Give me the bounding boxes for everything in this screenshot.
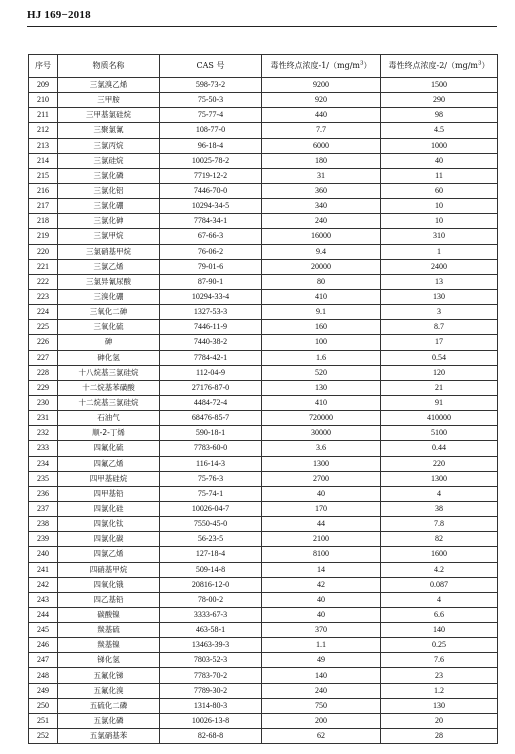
cell-index: 246 bbox=[29, 638, 58, 653]
cell-endpoint-2: 0.087 bbox=[381, 577, 498, 592]
cell-endpoint-1: 8100 bbox=[262, 547, 381, 562]
cell-substance-name: 五硫化二磷 bbox=[58, 698, 160, 713]
cell-index: 210 bbox=[29, 93, 58, 108]
cell-cas-number: 116-14-3 bbox=[160, 456, 262, 471]
cell-endpoint-2: 40 bbox=[381, 153, 498, 168]
cell-cas-number: 7789-30-2 bbox=[160, 683, 262, 698]
cell-endpoint-2: 7.6 bbox=[381, 653, 498, 668]
cell-endpoint-1: 31 bbox=[262, 168, 381, 183]
table-row bbox=[29, 274, 498, 289]
cell-index: 251 bbox=[29, 713, 58, 728]
cell-endpoint-1: 240 bbox=[262, 683, 381, 698]
cell-index: 231 bbox=[29, 411, 58, 426]
header-rule bbox=[27, 26, 497, 27]
cell-index: 220 bbox=[29, 244, 58, 259]
cell-substance-name: 三氯化铝 bbox=[58, 183, 160, 198]
cell-cas-number: 463-58-1 bbox=[160, 623, 262, 638]
cell-substance-name: 锑化氢 bbox=[58, 653, 160, 668]
cell-index: 212 bbox=[29, 123, 58, 138]
cell-index: 221 bbox=[29, 259, 58, 274]
cell-endpoint-1: 170 bbox=[262, 501, 381, 516]
cell-substance-name: 顺-2-丁烯 bbox=[58, 426, 160, 441]
cell-substance-name: 羰基镍 bbox=[58, 638, 160, 653]
cell-endpoint-1: 720000 bbox=[262, 411, 381, 426]
cell-index: 248 bbox=[29, 668, 58, 683]
cell-endpoint-1: 1.6 bbox=[262, 350, 381, 365]
cell-index: 215 bbox=[29, 168, 58, 183]
cell-endpoint-2: 130 bbox=[381, 289, 498, 304]
cell-cas-number: 7446-70-0 bbox=[160, 183, 262, 198]
cell-substance-name: 四硝基甲烷 bbox=[58, 562, 160, 577]
cell-substance-name: 四氯化硅 bbox=[58, 501, 160, 516]
col-header-substance: 物质名称 bbox=[58, 55, 160, 78]
table-row bbox=[29, 335, 498, 350]
cell-endpoint-2: 17 bbox=[381, 335, 498, 350]
cell-endpoint-2: 21 bbox=[381, 380, 498, 395]
cell-cas-number: 10294-34-5 bbox=[160, 199, 262, 214]
table-row bbox=[29, 532, 498, 547]
cell-index: 235 bbox=[29, 471, 58, 486]
cell-endpoint-2: 91 bbox=[381, 395, 498, 410]
cell-cas-number: 3333-67-3 bbox=[160, 607, 262, 622]
cell-cas-number: 20816-12-0 bbox=[160, 577, 262, 592]
cell-cas-number: 7719-12-2 bbox=[160, 168, 262, 183]
cell-cas-number: 75-76-3 bbox=[160, 471, 262, 486]
cell-endpoint-1: 2700 bbox=[262, 471, 381, 486]
table-row bbox=[29, 501, 498, 516]
cell-substance-name: 四甲基硅烷 bbox=[58, 471, 160, 486]
cell-index: 222 bbox=[29, 274, 58, 289]
cell-endpoint-2: 98 bbox=[381, 108, 498, 123]
cell-substance-name: 三氯异氰尿酸 bbox=[58, 274, 160, 289]
table-row bbox=[29, 168, 498, 183]
cell-endpoint-1: 240 bbox=[262, 214, 381, 229]
table-header bbox=[29, 55, 498, 78]
document-id: HJ 169−2018 bbox=[27, 9, 91, 21]
cell-endpoint-2: 8.7 bbox=[381, 320, 498, 335]
cell-index: 245 bbox=[29, 623, 58, 638]
table-row bbox=[29, 350, 498, 365]
cell-substance-name: 四氧化锇 bbox=[58, 577, 160, 592]
cell-substance-name: 四甲基铅 bbox=[58, 486, 160, 501]
cell-endpoint-2: 7.8 bbox=[381, 517, 498, 532]
cell-endpoint-2: 28 bbox=[381, 729, 498, 744]
cell-endpoint-2: 20 bbox=[381, 713, 498, 728]
cell-endpoint-1: 30000 bbox=[262, 426, 381, 441]
cell-index: 242 bbox=[29, 577, 58, 592]
cell-substance-name: 三溴化硼 bbox=[58, 289, 160, 304]
cell-index: 247 bbox=[29, 653, 58, 668]
cell-cas-number: 76-06-2 bbox=[160, 244, 262, 259]
cell-index: 239 bbox=[29, 532, 58, 547]
cell-substance-name: 五氟化溴 bbox=[58, 683, 160, 698]
cell-substance-name: 四氯化碳 bbox=[58, 532, 160, 547]
cell-endpoint-2: 4 bbox=[381, 592, 498, 607]
cell-substance-name: 五氟化锑 bbox=[58, 668, 160, 683]
cell-index: 249 bbox=[29, 683, 58, 698]
cell-endpoint-1: 520 bbox=[262, 365, 381, 380]
cell-substance-name: 三氯化硼 bbox=[58, 199, 160, 214]
cell-index: 211 bbox=[29, 108, 58, 123]
cell-endpoint-1: 42 bbox=[262, 577, 381, 592]
cell-endpoint-2: 2400 bbox=[381, 259, 498, 274]
table-row bbox=[29, 653, 498, 668]
cell-index: 213 bbox=[29, 138, 58, 153]
cell-cas-number: 7783-70-2 bbox=[160, 668, 262, 683]
cell-endpoint-1: 40 bbox=[262, 592, 381, 607]
cell-endpoint-1: 1300 bbox=[262, 456, 381, 471]
cell-endpoint-1: 6000 bbox=[262, 138, 381, 153]
cell-endpoint-2: 220 bbox=[381, 456, 498, 471]
cell-endpoint-2: 82 bbox=[381, 532, 498, 547]
table-row bbox=[29, 729, 498, 744]
cell-endpoint-2: 290 bbox=[381, 93, 498, 108]
cell-cas-number: 10026-13-8 bbox=[160, 713, 262, 728]
cell-endpoint-2: 10 bbox=[381, 199, 498, 214]
cell-endpoint-2: 10 bbox=[381, 214, 498, 229]
cell-cas-number: 1314-80-3 bbox=[160, 698, 262, 713]
cell-index: 243 bbox=[29, 592, 58, 607]
cell-cas-number: 68476-85-7 bbox=[160, 411, 262, 426]
cell-index: 217 bbox=[29, 199, 58, 214]
cell-cas-number: 7803-52-3 bbox=[160, 653, 262, 668]
cell-index: 237 bbox=[29, 501, 58, 516]
cell-endpoint-1: 9.4 bbox=[262, 244, 381, 259]
cell-endpoint-1: 130 bbox=[262, 380, 381, 395]
table-row bbox=[29, 486, 498, 501]
cell-index: 219 bbox=[29, 229, 58, 244]
cell-endpoint-1: 14 bbox=[262, 562, 381, 577]
cell-cas-number: 75-50-3 bbox=[160, 93, 262, 108]
table-row bbox=[29, 395, 498, 410]
cell-index: 238 bbox=[29, 517, 58, 532]
table-row bbox=[29, 668, 498, 683]
table-row bbox=[29, 471, 498, 486]
cell-cas-number: 7784-42-1 bbox=[160, 350, 262, 365]
cell-index: 216 bbox=[29, 183, 58, 198]
cell-endpoint-2: 1500 bbox=[381, 78, 498, 93]
cell-cas-number: 1327-53-3 bbox=[160, 305, 262, 320]
cell-endpoint-2: 1600 bbox=[381, 547, 498, 562]
cell-endpoint-2: 140 bbox=[381, 623, 498, 638]
col-header-endpoint-2: 毒性终点浓度$-2/(mg/m^3)$ bbox=[381, 55, 498, 78]
cell-substance-name: 砷 bbox=[58, 335, 160, 350]
cell-endpoint-2: 0.25 bbox=[381, 638, 498, 653]
cell-endpoint-2: 1000 bbox=[381, 138, 498, 153]
cell-index: 250 bbox=[29, 698, 58, 713]
toxicity-endpoint-table bbox=[28, 54, 498, 744]
cell-endpoint-1: 62 bbox=[262, 729, 381, 744]
cell-endpoint-1: 9.1 bbox=[262, 305, 381, 320]
cell-substance-name: 三聚氯氰 bbox=[58, 123, 160, 138]
cell-endpoint-2: 120 bbox=[381, 365, 498, 380]
cell-cas-number: 4484-72-4 bbox=[160, 395, 262, 410]
cell-index: 223 bbox=[29, 289, 58, 304]
cell-index: 227 bbox=[29, 350, 58, 365]
cell-cas-number: 7440-38-2 bbox=[160, 335, 262, 350]
table-row bbox=[29, 108, 498, 123]
cell-endpoint-1: 410 bbox=[262, 395, 381, 410]
cell-cas-number: 75-77-4 bbox=[160, 108, 262, 123]
cell-endpoint-1: 9200 bbox=[262, 78, 381, 93]
cell-endpoint-2: 3 bbox=[381, 305, 498, 320]
table-row bbox=[29, 456, 498, 471]
cell-endpoint-1: 750 bbox=[262, 698, 381, 713]
cell-substance-name: 碳酸镍 bbox=[58, 607, 160, 622]
cell-cas-number: 127-18-4 bbox=[160, 547, 262, 562]
cell-cas-number: 96-18-4 bbox=[160, 138, 262, 153]
table-row bbox=[29, 153, 498, 168]
cell-substance-name: 十二烷基三氯硅烷 bbox=[58, 395, 160, 410]
table-row bbox=[29, 289, 498, 304]
cell-substance-name: 五氯化磷 bbox=[58, 713, 160, 728]
cell-substance-name: 石油气 bbox=[58, 411, 160, 426]
cell-endpoint-1: 1.1 bbox=[262, 638, 381, 653]
cell-endpoint-2: 0.54 bbox=[381, 350, 498, 365]
table-row bbox=[29, 199, 498, 214]
cell-endpoint-1: 200 bbox=[262, 713, 381, 728]
table-row bbox=[29, 259, 498, 274]
table-row bbox=[29, 183, 498, 198]
cell-index: 240 bbox=[29, 547, 58, 562]
cell-cas-number: 10025-78-2 bbox=[160, 153, 262, 168]
cell-cas-number: 79-01-6 bbox=[160, 259, 262, 274]
cell-endpoint-2: 0.44 bbox=[381, 441, 498, 456]
cell-substance-name: 四乙基铅 bbox=[58, 592, 160, 607]
cell-index: 214 bbox=[29, 153, 58, 168]
cell-index: 230 bbox=[29, 395, 58, 410]
cell-substance-name: 三氧化硫 bbox=[58, 320, 160, 335]
cell-endpoint-2: 4.2 bbox=[381, 562, 498, 577]
cell-cas-number: 10026-04-7 bbox=[160, 501, 262, 516]
cell-endpoint-1: 180 bbox=[262, 153, 381, 168]
cell-substance-name: 三氯化磷 bbox=[58, 168, 160, 183]
cell-endpoint-1: 370 bbox=[262, 623, 381, 638]
cell-index: 226 bbox=[29, 335, 58, 350]
cell-endpoint-1: 40 bbox=[262, 607, 381, 622]
cell-index: 232 bbox=[29, 426, 58, 441]
cell-cas-number: 82-68-8 bbox=[160, 729, 262, 744]
cell-endpoint-1: 20000 bbox=[262, 259, 381, 274]
cell-substance-name: 四氯化钛 bbox=[58, 517, 160, 532]
cell-endpoint-1: 44 bbox=[262, 517, 381, 532]
table-row bbox=[29, 123, 498, 138]
cell-cas-number: 590-18-1 bbox=[160, 426, 262, 441]
cell-substance-name: 三氧化二砷 bbox=[58, 305, 160, 320]
cell-endpoint-1: 7.7 bbox=[262, 123, 381, 138]
header-row bbox=[29, 55, 498, 78]
table-row bbox=[29, 562, 498, 577]
cell-endpoint-1: 160 bbox=[262, 320, 381, 335]
cell-substance-name: 砷化氢 bbox=[58, 350, 160, 365]
cell-substance-name: 三氯溴乙烯 bbox=[58, 78, 160, 93]
cell-substance-name: 四氟化硫 bbox=[58, 441, 160, 456]
cell-substance-name: 四氯乙烯 bbox=[58, 547, 160, 562]
table-row bbox=[29, 138, 498, 153]
cell-substance-name: 三氯化砷 bbox=[58, 214, 160, 229]
table-row bbox=[29, 623, 498, 638]
cell-substance-name: 三甲基氯硅烷 bbox=[58, 108, 160, 123]
cell-endpoint-2: 4 bbox=[381, 486, 498, 501]
cell-substance-name: 羰基硫 bbox=[58, 623, 160, 638]
cell-substance-name: 三氯甲烷 bbox=[58, 229, 160, 244]
cell-cas-number: 7446-11-9 bbox=[160, 320, 262, 335]
cell-substance-name: 十八烷基三氯硅烷 bbox=[58, 365, 160, 380]
cell-endpoint-2: 130 bbox=[381, 698, 498, 713]
cell-index: 252 bbox=[29, 729, 58, 744]
cell-endpoint-2: 60 bbox=[381, 183, 498, 198]
cell-endpoint-1: 340 bbox=[262, 199, 381, 214]
cell-substance-name: 三氯硅烷 bbox=[58, 153, 160, 168]
cell-cas-number: 7550-45-0 bbox=[160, 517, 262, 532]
cell-endpoint-1: 100 bbox=[262, 335, 381, 350]
cell-substance-name: 三甲胺 bbox=[58, 93, 160, 108]
table-row bbox=[29, 229, 498, 244]
cell-endpoint-2: 11 bbox=[381, 168, 498, 183]
cell-endpoint-2: 13 bbox=[381, 274, 498, 289]
cell-endpoint-1: 360 bbox=[262, 183, 381, 198]
cell-index: 225 bbox=[29, 320, 58, 335]
cell-index: 224 bbox=[29, 305, 58, 320]
cell-cas-number: 87-90-1 bbox=[160, 274, 262, 289]
cell-endpoint-1: 140 bbox=[262, 668, 381, 683]
cell-substance-name: 三氯乙烯 bbox=[58, 259, 160, 274]
cell-cas-number: 78-00-2 bbox=[160, 592, 262, 607]
cell-endpoint-2: 1 bbox=[381, 244, 498, 259]
cell-index: 244 bbox=[29, 607, 58, 622]
cell-cas-number: 108-77-0 bbox=[160, 123, 262, 138]
cell-substance-name: 三氯硝基甲烷 bbox=[58, 244, 160, 259]
table-row bbox=[29, 78, 498, 93]
cell-endpoint-2: 310 bbox=[381, 229, 498, 244]
table-row bbox=[29, 320, 498, 335]
cell-endpoint-2: 5100 bbox=[381, 426, 498, 441]
table-row bbox=[29, 547, 498, 562]
table-row bbox=[29, 713, 498, 728]
cell-cas-number: 56-23-5 bbox=[160, 532, 262, 547]
cell-substance-name: 三氯丙烷 bbox=[58, 138, 160, 153]
cell-endpoint-1: 440 bbox=[262, 108, 381, 123]
table-row bbox=[29, 683, 498, 698]
table-row bbox=[29, 592, 498, 607]
cell-index: 241 bbox=[29, 562, 58, 577]
cell-endpoint-2: 23 bbox=[381, 668, 498, 683]
table-row bbox=[29, 411, 498, 426]
cell-endpoint-2: 1300 bbox=[381, 471, 498, 486]
cell-endpoint-1: 80 bbox=[262, 274, 381, 289]
cell-index: 236 bbox=[29, 486, 58, 501]
cell-index: 228 bbox=[29, 365, 58, 380]
table-row bbox=[29, 380, 498, 395]
cell-endpoint-1: 40 bbox=[262, 486, 381, 501]
cell-index: 233 bbox=[29, 441, 58, 456]
cell-endpoint-1: 410 bbox=[262, 289, 381, 304]
cell-cas-number: 75-74-1 bbox=[160, 486, 262, 501]
cell-index: 218 bbox=[29, 214, 58, 229]
table-row bbox=[29, 698, 498, 713]
table-row bbox=[29, 441, 498, 456]
cell-index: 234 bbox=[29, 456, 58, 471]
cell-endpoint-1: 2100 bbox=[262, 532, 381, 547]
cell-substance-name: 十二烷基苯磺酸 bbox=[58, 380, 160, 395]
col-header-endpoint-1: 毒性终点浓度$-1/(mg/m^3)$ bbox=[262, 55, 381, 78]
col-header-cas: CAS 号 bbox=[160, 55, 262, 78]
cell-cas-number: 7783-60-0 bbox=[160, 441, 262, 456]
table-row bbox=[29, 305, 498, 320]
cell-cas-number: 10294-33-4 bbox=[160, 289, 262, 304]
table-row bbox=[29, 638, 498, 653]
table-row bbox=[29, 244, 498, 259]
cell-endpoint-2: 6.6 bbox=[381, 607, 498, 622]
cell-endpoint-2: 4.5 bbox=[381, 123, 498, 138]
cell-endpoint-1: 16000 bbox=[262, 229, 381, 244]
cell-substance-name: 四氟乙烯 bbox=[58, 456, 160, 471]
cell-endpoint-2: 38 bbox=[381, 501, 498, 516]
table-row bbox=[29, 214, 498, 229]
table-row bbox=[29, 365, 498, 380]
cell-cas-number: 27176-87-0 bbox=[160, 380, 262, 395]
table-row bbox=[29, 577, 498, 592]
cell-index: 209 bbox=[29, 78, 58, 93]
table-row bbox=[29, 517, 498, 532]
cell-cas-number: 13463-39-3 bbox=[160, 638, 262, 653]
cell-endpoint-2: 1.2 bbox=[381, 683, 498, 698]
cell-cas-number: 112-04-9 bbox=[160, 365, 262, 380]
cell-cas-number: 67-66-3 bbox=[160, 229, 262, 244]
table-row bbox=[29, 607, 498, 622]
cell-substance-name: 五氯硝基苯 bbox=[58, 729, 160, 744]
col-header-index: 序号 bbox=[29, 55, 58, 78]
table-row bbox=[29, 426, 498, 441]
cell-cas-number: 7784-34-1 bbox=[160, 214, 262, 229]
table-body bbox=[29, 78, 498, 744]
table-row bbox=[29, 93, 498, 108]
cell-endpoint-1: 3.6 bbox=[262, 441, 381, 456]
cell-endpoint-1: 49 bbox=[262, 653, 381, 668]
cell-endpoint-2: 410000 bbox=[381, 411, 498, 426]
cell-index: 229 bbox=[29, 380, 58, 395]
cell-cas-number: 509-14-8 bbox=[160, 562, 262, 577]
cell-endpoint-1: 920 bbox=[262, 93, 381, 108]
cell-cas-number: 598-73-2 bbox=[160, 78, 262, 93]
